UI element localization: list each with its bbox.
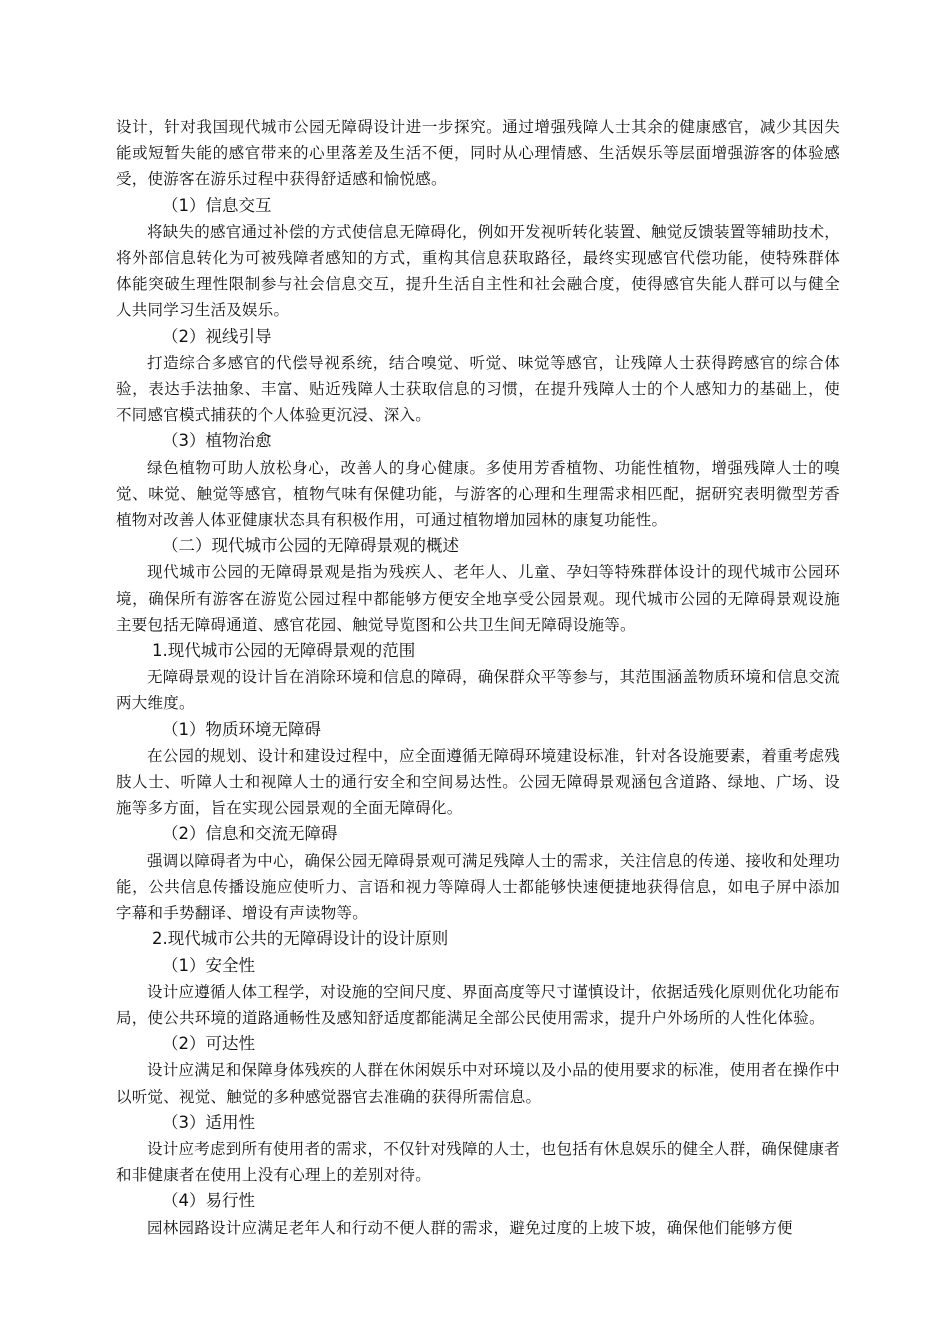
paragraph: 园林园路设计应满足老年人和行动不便人群的需求，避免过度的上坡下坡，确保他们能够方便: [147, 1218, 793, 1237]
paragraph: 无障碍景观的设计旨在消除环境和信息的障碍，确保群众平等参与，其范围涵盖物质环境和信息交流两大维度。: [116, 668, 841, 713]
paragraph: 设计应遵循人体工程学，对设施的空间尺度、界面高度等尺寸谨慎设计，依据适残化原则优化功能布局，使公共环境的道路通畅性及感知舒适度都能满足全部公民使用需求，提升户外场所的人性化体验。: [116, 982, 841, 1027]
subsection-heading-accessibility: （2）可达性: [162, 1034, 255, 1054]
paragraph: 将缺失的感官通过补偿的方式使信息无障碍化，例如开发视听转化装置、触觉反馈装置等辅助技术，将外部信息转化为可被残障者感知的方式，重构其信息获取路径，最终实现感官代偿功能，使特殊群体体能突破生理性限制参与社会信息交互，提升生活自主性和社会融合度，使得感官失能人群可以与健全人共同学习生活及娱乐。: [116, 222, 841, 320]
subsection-heading-info-communication: （2）信息和交流无障碍: [162, 824, 338, 844]
paragraph: 设计应满足和保障身体残疾的人群在休闲娱乐中对环境以及小品的使用要求的标准，使用者在操作中以听觉、视觉、触觉的多种感觉器官去准确的获得所需信息。: [116, 1061, 841, 1106]
numbered-heading-scope: 1.现代城市公园的无障碍景观的范围: [152, 641, 416, 661]
paragraph: 强调以障碍者为中心，确保公园无障碍景观可满足残障人士的需求，关注信息的传递、接收和处理功能，公共信息传播设施应使听力、言语和视力等障碍人士都能够快速便捷地获得信息，如电子屏中添加字幕和手势翻译、增设有声读物等。: [116, 851, 841, 923]
document-body: [116, 114, 840, 1241]
paragraph: 现代城市公园的无障碍景观是指为残疾人、老年人、儿童、孕妇等特殊群体设计的现代城市公园环境，确保所有游客在游览公园过程中都能够方便安全地享受公园景观。现代城市公园的无障碍景观设施主要包括无障碍通道、感官花园、触觉导览图和公共卫生间无障碍设施等。: [116, 563, 840, 634]
paragraph: 在公园的规划、设计和建设过程中，应全面遵循无障碍环境建设标准，针对各设施要素，着重考虑残肢人士、听障人士和视障人士的通行安全和空间易达性。公园无障碍景观涵包含道路、绿地、广场、设施等多方面，旨在实现公园景观的全面无障碍化。: [116, 746, 841, 818]
subsection-heading-applicability: （3）适用性: [162, 1112, 255, 1132]
numbered-heading-principles: 2.现代城市公共的无障碍设计的设计原则: [152, 929, 449, 949]
paragraph: 设计，针对我国现代城市公园无障碍设计进一步探究。通过增强残障人士其余的健康感官，减少其因失能或短暂失能的感官带来的心里落差及生活不便，同时从心理情感、生活娱乐等层面增强游客的体验感受，使游客在游乐过程中获得舒适感和愉悦感。: [116, 118, 840, 189]
subsection-heading-safety: （1）安全性: [162, 955, 255, 975]
subsection-heading-visual-guidance: （2）视线引导: [162, 326, 272, 346]
paragraph: 打造综合多感官的代偿导视系统，结合嗅觉、听觉、味觉等感官，让残障人士获得跨感官的综合体验，表达手法抽象、丰富、贴近残障人士获取信息的习惯，在提升残障人士的个人感知力的基础上，使不同感官模式捕获的个人体验更沉浸、深入。: [116, 353, 840, 425]
paragraph: 设计应考虑到所有使用者的需求，不仅针对残障的人士，也包括有休息娱乐的健全人群，确保健康者和非健康者在使用上没有心理上的差别对待。: [116, 1139, 841, 1185]
section-heading-overview: （二）现代城市公园的无障碍景观的概述: [162, 536, 459, 556]
subsection-heading-info-interaction: （1）信息交互: [162, 195, 272, 215]
subsection-heading-physical-environment: （1）物质环境无障碍: [162, 719, 321, 739]
subsection-heading-plant-healing: （3）植物治愈: [162, 431, 272, 451]
paragraph: 绿色植物可助人放松身心，改善人的身心健康。多使用芳香植物、功能性植物，增强残障人士的嗅觉、味觉、触觉等感官，植物气味有保健功能，与游客的心理和生理需求相匹配，据研究表明微型芳香植物对改善人体亚健康状态具有积极作用，可通过植物增加园林的康复功能性。: [116, 458, 840, 530]
subsection-heading-ease-of-movement: （4）易行性: [162, 1191, 255, 1211]
